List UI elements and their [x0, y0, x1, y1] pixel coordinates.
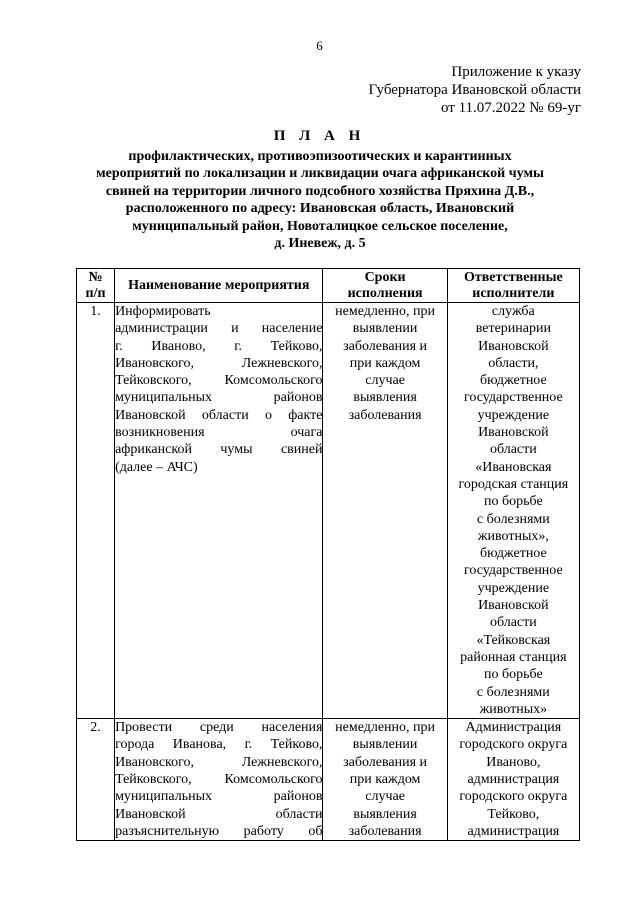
appendix-header	[368, 63, 581, 117]
header-term: Сроки исполнения	[323, 269, 447, 303]
table-row	[77, 719, 580, 841]
table-header-row	[77, 269, 580, 303]
subtitle-line: муниципальный район, Новоталицкое сельское поселение,	[132, 218, 508, 234]
subtitle-line: профилактических, противоэпизоотических и карантинных	[128, 149, 512, 164]
measure-name: Провести среди населения города Иванова, г. Тейково, Ивановского, Лежневского, Тейковского, Комсомольского муниципальных районов Ивановской области разъяснительную работу об	[115, 720, 323, 839]
measure-name: Информировать администрации и население г. Иваново, г. Тейково, Ивановского, Лежневского, Тейковского, Комсомольского муниципальных районов Ивановской области о факте возникновения очага африканской чумы свиней (далее – АЧС)	[115, 303, 323, 719]
page-number: 6	[316, 38, 323, 53]
header-name: Наименование мероприятия	[115, 269, 323, 303]
subtitle-line: свиней на территории личного подсобного хозяйства Пряхина Д.В.,	[105, 183, 535, 199]
subtitle-line: мероприятий по локализации и ликвидации очага африканской чумы	[96, 166, 544, 182]
measure-responsible: Администрация городского округа Иваново, администрация городского округа Тейково, администрация	[447, 719, 579, 841]
appendix-line: Приложение к указу	[451, 64, 581, 80]
measure-term: немедленно, при выявлении заболевания и при каждом случае выявления заболевания	[323, 303, 447, 719]
subtitle-line: д. Иневеж, д. 5	[274, 236, 366, 252]
row-number: 1.	[77, 303, 115, 719]
header-responsible: Ответственные исполнители	[447, 269, 579, 303]
table-row	[77, 303, 580, 719]
measure-term: немедленно, при выявлении заболевания и при каждом случае выявления заболевания	[323, 719, 447, 841]
document-title: П Л А Н	[273, 128, 366, 144]
row-number: 2.	[77, 719, 115, 841]
plan-table	[76, 268, 580, 841]
subtitle-line: расположенного по адресу: Ивановская область, Ивановский	[125, 201, 515, 217]
appendix-line: от 11.07.2022 № 69-уг	[440, 100, 581, 116]
header-num: № п/п	[77, 269, 115, 303]
appendix-line: Губернатора Ивановской области	[368, 82, 581, 98]
document-subtitle	[80, 148, 560, 252]
measure-responsible: служба ветеринарии Ивановской области, бюджетное государственное учреждение Ивановской области «Ивановская городская станция по борьбе с болезнями животных», бюджетное государственное учреждение Ивановской области «Тейковская районная станция по борьбе с болезнями животных»	[447, 303, 579, 719]
